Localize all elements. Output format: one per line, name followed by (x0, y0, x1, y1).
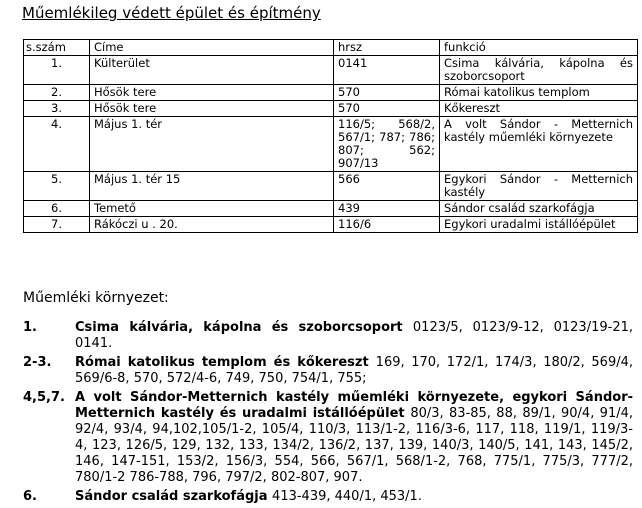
list-item (23, 355, 633, 387)
row-number: 6. (24, 201, 90, 217)
row-number: 3. (24, 101, 90, 117)
list-item-parcels: 413-439, 440/1, 453/1. (272, 489, 422, 504)
list-item-name: Sándor család szarkofágja (75, 489, 273, 504)
row-parcel: 0141 (334, 56, 440, 85)
row-address: Külterület (90, 56, 334, 85)
row-function: Egykori Sándor - Metternich kastély (440, 172, 638, 201)
row-parcel: 570 (334, 101, 440, 117)
environment-list (23, 320, 633, 508)
row-function: Csima kálvária, kápolna és szoborcsoport (440, 56, 638, 85)
row-number: 4. (24, 117, 90, 172)
row-function: Kőkereszt (440, 101, 638, 117)
row-parcel: 566 (334, 172, 440, 201)
row-number: 7. (24, 217, 90, 233)
table-row (24, 172, 638, 201)
table-row (24, 56, 638, 85)
list-item (23, 390, 633, 486)
table-row (24, 217, 638, 233)
monument-table (23, 39, 638, 233)
list-item-name: A volt Sándor-Metternich kastély műemléki környezete, egykori Sándor-Metternich kastély és uradalmi istállóépület (75, 390, 633, 421)
row-address: Temető (90, 201, 334, 217)
row-address: Hősök tere (90, 85, 334, 101)
row-function: Egykori uradalmi istállóépület (440, 217, 638, 233)
list-item-number: 4,5,7. (23, 390, 65, 405)
row-number: 5. (24, 172, 90, 201)
list-item (23, 320, 633, 352)
page-title: Műemlékileg védett épület és építmény (22, 4, 321, 22)
table-header-row (24, 40, 638, 56)
header-address: Címe (90, 40, 334, 56)
row-address: Május 1. tér (90, 117, 334, 172)
header-function: funkció (440, 40, 638, 56)
table-row (24, 117, 638, 172)
row-address: Rákóczi u . 20. (90, 217, 334, 233)
list-item-parcels: 80/3, 83-85, 88, 89/1, 90/4, 91/4, 92/4, 93/4, 94,102,105/1-2, 105/4, 110/3, 113/1-2, 116/3-6, 117, 118, 119/1, 119/3-4, 123, 126/5, 129, 132, 133, 134/2, 136/2, 137, 139, 140/3, 140/5, 141, 143, 145/2, 146, 147-151, 153/2, 156/3, 554, 566, 567/1, 568/1-2, 768, 775/1, 775/3, 777/2, 780/1-2 786-788, 796, 797/2, 802-807, 907. (75, 406, 634, 485)
list-item (23, 489, 633, 505)
row-function: Római katolikus templom (440, 85, 638, 101)
row-parcel: 439 (334, 201, 440, 217)
list-item-number: 2-3. (23, 355, 52, 370)
header-number: s.szám (24, 40, 90, 56)
table-row (24, 101, 638, 117)
row-address: Május 1. tér 15 (90, 172, 334, 201)
row-number: 2. (24, 85, 90, 101)
row-number: 1. (24, 56, 90, 85)
row-function: Sándor család szarkofágja (440, 201, 638, 217)
row-parcel: 570 (334, 85, 440, 101)
table-row (24, 85, 638, 101)
list-item-name: Csima kálvária, kápolna és szoborcsoport (75, 320, 413, 335)
row-function: A volt Sándor - Metternich kastély műemléki környezete (440, 117, 638, 172)
row-address: Hősök tere (90, 101, 334, 117)
header-parcel: hrsz (334, 40, 440, 56)
list-item-number: 6. (23, 489, 37, 504)
list-item-parcels: 169, 170, 172/1, 174/3, 180/2, 569/4, 569/6-8, 570, 572/4-6, 749, 750, 754/1, 755; (75, 355, 633, 386)
list-item-parcels: 0123/5, 0123/9-12, 0123/19-21, 0141. (75, 320, 633, 351)
section-title: Műemléki környezet: (23, 290, 169, 306)
row-parcel: 116/5; 568/2, 567/1; 787; 786; 807; 562; 907/13 (334, 117, 440, 172)
table-row (24, 201, 638, 217)
list-item-name: Római katolikus templom és kőkereszt (75, 355, 376, 370)
row-parcel: 116/6 (334, 217, 440, 233)
list-item-number: 1. (23, 320, 37, 335)
